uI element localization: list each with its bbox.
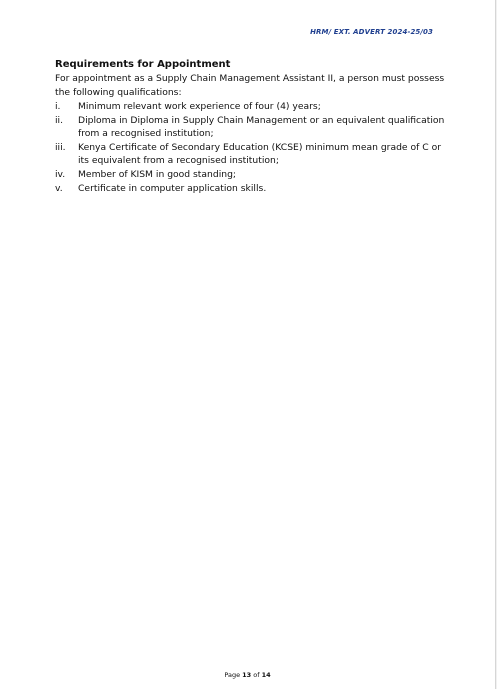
list-item-number: ii. [55, 114, 64, 126]
page-label: Page [224, 671, 241, 679]
list-item-text: Certificate in computer application skills. [78, 182, 267, 194]
list-item-number: iii. [55, 141, 66, 153]
list-item-text: Kenya Certificate of Secondary Education (KCSE) minimum mean grade of C or its equivalent from a recognised institution; [78, 141, 441, 167]
list-item [55, 182, 445, 196]
list-item [55, 114, 445, 141]
list-item-text: Diploma in Diploma in Supply Chain Management or an equivalent qualification from a recognised institution; [78, 114, 445, 140]
section-heading: Requirements for Appointment [55, 59, 231, 70]
list-item-number: i. [55, 101, 61, 112]
list-item-text: Minimum relevant work experience of four (4) years; [78, 101, 321, 112]
list-item-number: iv. [55, 168, 66, 180]
list-item-number: v. [55, 182, 63, 194]
of-label: of [253, 671, 260, 679]
total-pages-number: 14 [261, 671, 271, 679]
list-item-text: Member of KISM in good standing; [78, 168, 236, 180]
list-item [55, 100, 445, 114]
current-page-number: 13 [242, 671, 252, 679]
document-reference: HRM/ EXT. ADVERT 2024-25/03 [310, 28, 433, 36]
page-footer [0, 671, 495, 679]
list-item [55, 168, 445, 182]
section-intro: For appointment as a Supply Chain Management Assistant II, a person must possess the following qualifications: [55, 73, 445, 98]
list-item [55, 141, 445, 168]
qualifications-list [55, 100, 445, 195]
